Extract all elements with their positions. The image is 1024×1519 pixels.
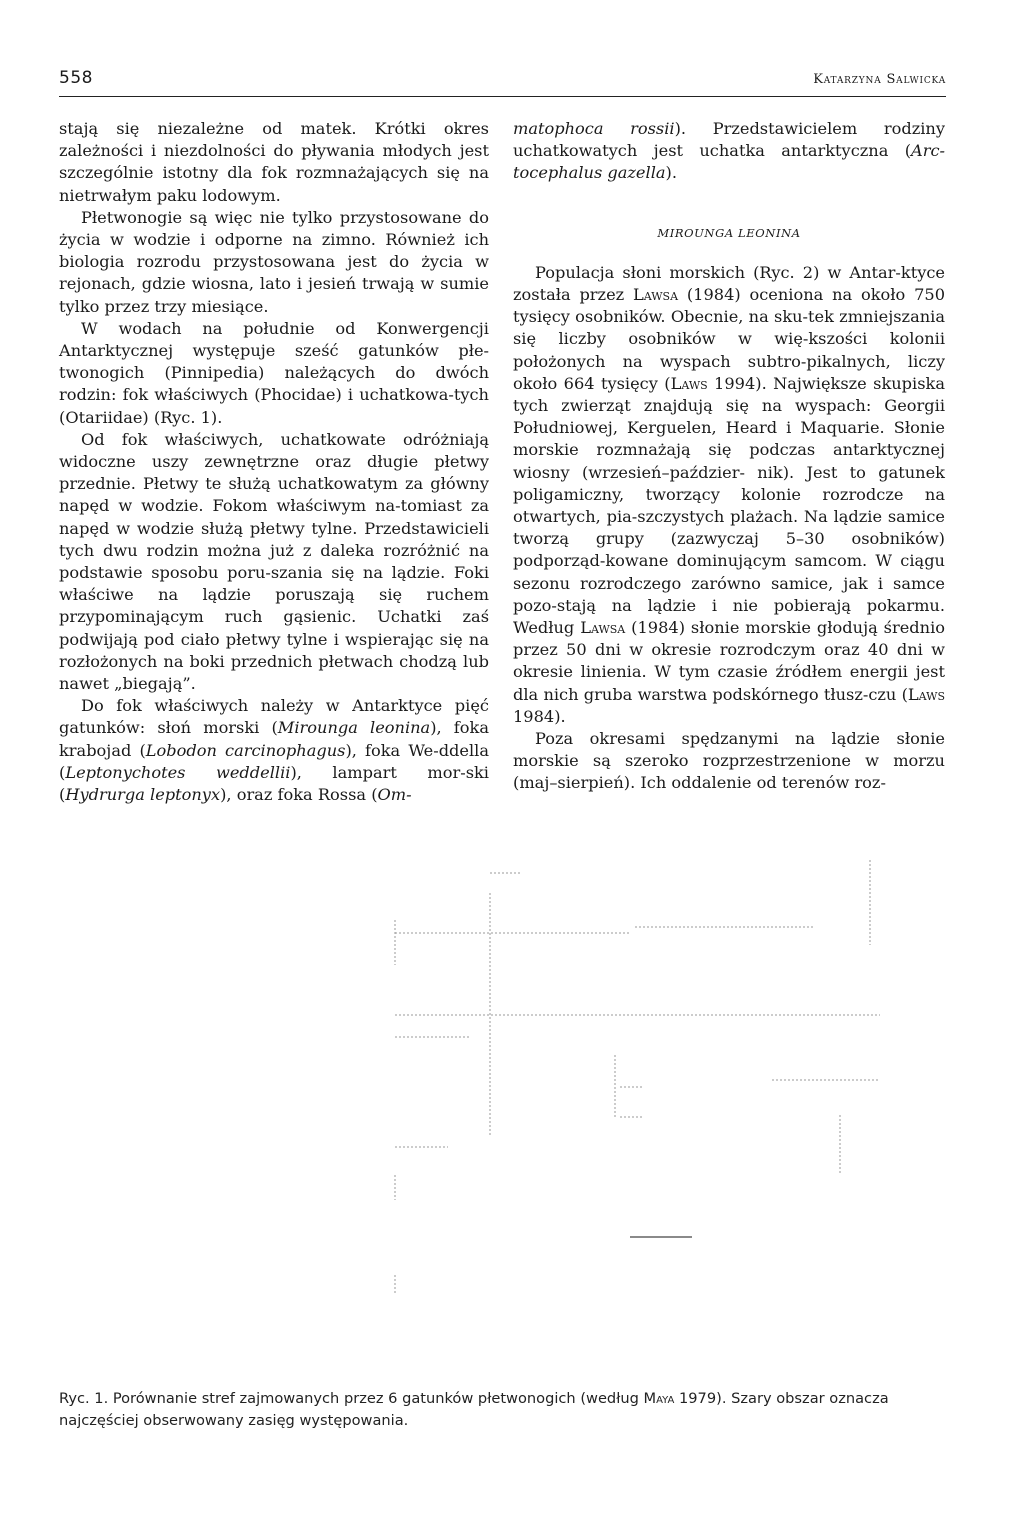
species-name: Arc-tocephalus gazella — [513, 141, 945, 183]
right-column — [513, 118, 945, 795]
paragraph: Od fok właściwych, uchatkowate odróżniają widoczne uszy zewnętrzne oraz długie płetwy przednie. Płetwy te służą uchatkowatym za główny napęd w wodzie. Fokom właściwym na-tomiast za napęd w wodzie służą płetwy tylne. Przedstawicieli tych dwu rodzin można już z daleka rozróżnić na podstawie sposobu poru-szania się na lądzie. Foki właściwe na lądzie poruszają się ruchem przypominającym ruch gąsienic. Uchatki zaś podwijają pod ciało płetwy tylne i wspierając się na rozłożonych na boki przednich płetwach chodzą lub nawet „biegają”. — [59, 429, 489, 694]
left-column — [59, 118, 489, 806]
paragraph: Do fok właściwych należy w Antarktyce pięć gatunków: słoń morski (Mirounga leonina), foka krabojad (Lobodon carcinophagus), foka We-ddella (Leptonychotes weddellii), lampart mor-ski (Hydrurga leptonyx), oraz foka Rossa (Om- — [59, 696, 490, 805]
species-name: Om- — [377, 785, 412, 805]
author-name: Laws — [670, 373, 708, 393]
page-header — [59, 68, 946, 97]
author-name: Maya — [643, 1390, 675, 1407]
author-name: Laws — [907, 684, 945, 704]
species-name: Mirounga leonina — [277, 718, 431, 738]
paragraph: matophoca rossii). Przedstawicielem rodziny uchatkowatych jest uchatka antarktyczna (Arc-tocephalus gazella). — [513, 119, 945, 183]
paragraph: Populacja słoni morskich (Ryc. 2) w Antar-ktyce została przez Lawsa (1984) oceniona na około 750 tysięcy osobników. Obecnie, na sku-tek zmniejszania się liczby osobników w wię-kszości kolonii położonych na wyspach subtro-pikalnych, liczy około 664 tysięcy (Laws 1994). Największe skupiska tych zwierząt znajdują się na wyspach: Georgii Południowej, Kerguelen, Heard i Maquarie. Słonie morskie rozmnażają się podczas antarktycznej wiosny (wrzesień–paździer- nik). Jest to gatunek poligamiczny, tworzący kolonie rozrodcze na otwartych, pia-szczystych plażach. Na lądzie samice tworzą grupy (zazwyczaj 5–30 osobników) podporząd-kowane dominującym samcom. W ciągu sezonu rozrodczego zarówno samice, jak i samce pozo-stają na lądzie i nie pobierają pokarmu. Według Lawsa (1984) słonie morskie głodują średnio przez 50 dni w okresie rozrodczym oraz 40 dni w okresie linienia. W tym czasie źródłem energii jest dla nich gruba warstwa podskórnego tłusz-czu (Laws 1984). — [513, 262, 945, 726]
species-name: Leptonychotes weddellii — [65, 762, 291, 782]
species-name: Lobodon carcinophagus — [145, 740, 346, 760]
page-number: 558 — [59, 68, 93, 88]
species-name: matophoca rossii — [513, 119, 675, 138]
paragraph: Poza okresami spędzanymi na lądzie słonie morskie są szeroko rozprzestrzenione w morzu (maj–sierpień). Ich oddalenie od terenów roz- — [513, 729, 945, 793]
figure-faint-chart — [380, 855, 900, 1325]
figure-caption: Ryc. 1. Porównanie stref zajmowanych przez 6 gatunków płetwonogich (według Maya 1979). Szary obszar oznacza najczęściej obserwowany zasięg występowania. — [59, 1390, 889, 1429]
paragraph: stają się niezależne od matek. Krótki okres zależności i niezdolności do pływania młodych jest szczególnie istotny dla fok rozmnażających się na nietrwałym paku lodowym. — [59, 119, 489, 205]
paragraph: W wodach na południe od Konwergencji Antarktycznej występuje sześć gatunków płe-twonogich (Pinnipedia) należących do dwóch rodzin: fok właściwych (Phocidae) i uchatkowa-tych (Otariidae) (Ryc. 1). — [59, 318, 489, 427]
author-name: Lawsa — [633, 285, 679, 305]
paragraph: Płetwonogie są więc nie tylko przystosowane do życia w wodzie i odporne na zimno. Również ich biologia rozrodu przystosowana jest do życia w rejonach, gdzie wiosna, lato i jesień trwają w sumie tylko przez trzy miesiące. — [59, 207, 489, 316]
section-heading: MIROUNGA LEONINA — [657, 225, 801, 240]
author-name: Lawsa — [580, 618, 626, 638]
species-name: Hydrurga leptonyx — [65, 785, 221, 805]
running-head: Katarzyna Salwicka — [813, 72, 946, 87]
